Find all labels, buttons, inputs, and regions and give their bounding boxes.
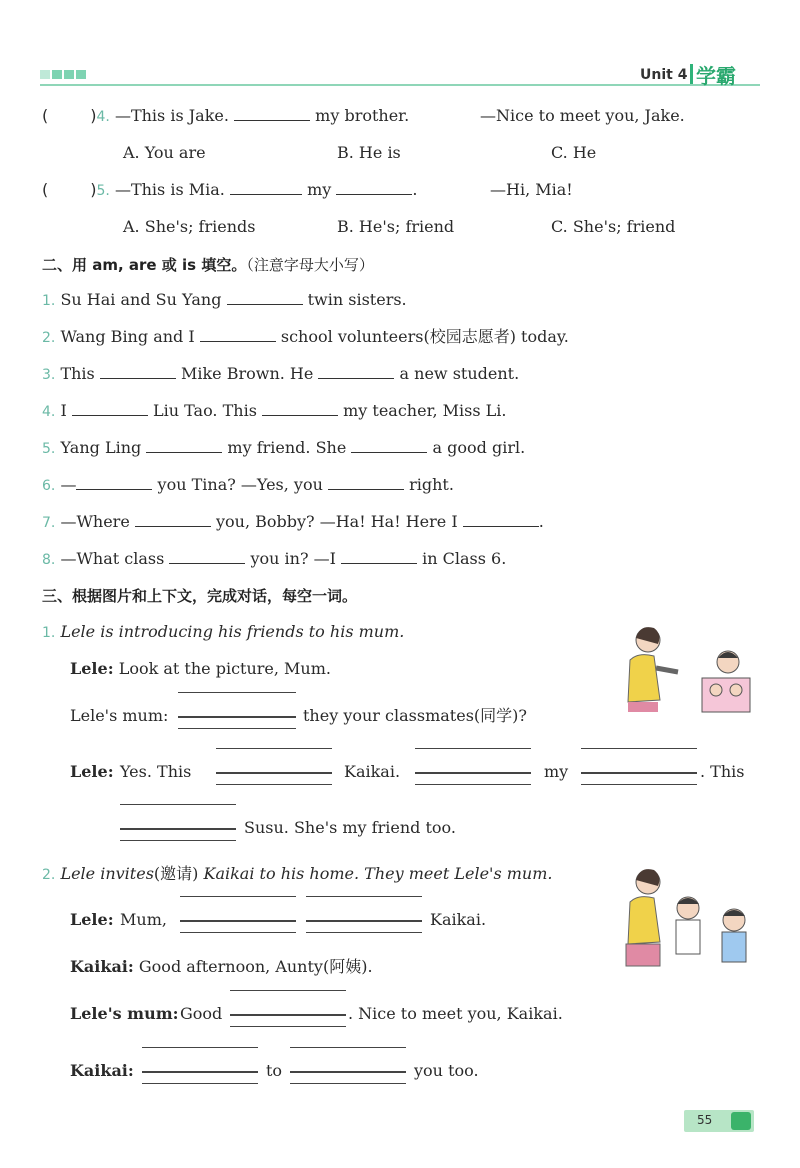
dialogue-2-line-3a: Good xyxy=(180,1004,223,1023)
unit-divider xyxy=(690,64,693,84)
option-a: A. You are xyxy=(123,143,206,162)
dialogue-2-line-1a: Mum, xyxy=(120,910,167,929)
dialogue-1-line-3d: . This xyxy=(700,762,745,781)
dialogue-1-line-3b: Kaikai. xyxy=(344,762,401,781)
answer-blank[interactable] xyxy=(230,180,302,195)
dialogue-2-line-4b: you too. xyxy=(414,1061,479,1080)
page-number-badge xyxy=(684,1110,754,1132)
answer-blank[interactable] xyxy=(135,512,211,527)
dialogue-2-speaker-lele: Lele: xyxy=(70,910,114,929)
answer-blank[interactable] xyxy=(169,549,245,564)
fill-item-8: 8. —What class you in? —I in Class 6. xyxy=(42,549,507,568)
section-2-title: 二、用 am, are 或 is 填空。（注意字母大小写） xyxy=(42,256,374,274)
question-4-response: —Nice to meet you, Jake. xyxy=(480,106,685,125)
mum-meets-kaikai-illustration xyxy=(612,862,762,972)
option-b: B. He is xyxy=(337,143,401,162)
option-a: A. She's; friends xyxy=(123,217,256,236)
question-5: ( )5. —This is Mia. my . xyxy=(42,180,418,199)
answer-blank[interactable] xyxy=(100,364,176,379)
brand-logo: 学霸 xyxy=(696,64,736,88)
header-decoration xyxy=(40,70,86,79)
dialogue-1-line-3c: my xyxy=(544,762,569,781)
fill-item-1: 1. Su Hai and Su Yang twin sisters. xyxy=(42,290,407,309)
mum-with-photo-illustration xyxy=(610,620,760,715)
dialogue-2-line-4a: to xyxy=(266,1061,283,1080)
answer-blank[interactable] xyxy=(318,364,394,379)
dialogue-1-speaker-mum: Lele's mum: xyxy=(70,706,169,725)
question-5-response: —Hi, Mia! xyxy=(490,180,573,199)
answer-blank[interactable] xyxy=(328,475,404,490)
fill-item-7: 7. —Where you, Bobby? —Ha! Ha! Here I . xyxy=(42,512,544,531)
unit-label: Unit 4 xyxy=(640,67,688,83)
option-c: C. She's; friend xyxy=(551,217,676,236)
dialogue-1-line-2: they your classmates(同学)? xyxy=(303,706,527,725)
answer-blank[interactable] xyxy=(72,401,148,416)
fill-item-6: 6. — you Tina? —Yes, you right. xyxy=(42,475,454,494)
fill-item-3: 3. This Mike Brown. He a new student. xyxy=(42,364,520,383)
answer-blank[interactable] xyxy=(234,106,310,121)
dialogue-1-speaker-lele: Lele: xyxy=(70,762,114,781)
answer-blank[interactable] xyxy=(336,180,412,195)
answer-blank[interactable] xyxy=(262,401,338,416)
answer-blank[interactable] xyxy=(463,512,539,527)
answer-blank[interactable] xyxy=(227,290,303,305)
question-number: 4. xyxy=(96,109,110,125)
answer-blank[interactable] xyxy=(146,438,222,453)
dialogue-2-line-1b: Kaikai. xyxy=(430,910,487,929)
dialogue-2-line-3b: . Nice to meet you, Kaikai. xyxy=(348,1004,563,1023)
answer-blank[interactable] xyxy=(200,327,276,342)
answer-blank[interactable] xyxy=(341,549,417,564)
pencil-icon xyxy=(731,1112,751,1130)
question-4: ( )4. —This is Jake. my brother. xyxy=(42,106,410,125)
dialogue-2-intro: 2. Lele invites(邀请) Kaikai to his home. They meet Lele's mum. xyxy=(42,864,553,883)
dialogue-1-line-1: Lele: Look at the picture, Mum. xyxy=(70,659,331,678)
option-c: C. He xyxy=(551,143,597,162)
header-rule xyxy=(40,84,760,86)
dialogue-2-speaker-mum: Lele's mum: xyxy=(70,1004,179,1023)
dialogue-1-intro: 1. Lele is introducing his friends to his mum. xyxy=(42,622,405,641)
answer-blank[interactable] xyxy=(351,438,427,453)
question-number: 5. xyxy=(96,183,110,199)
fill-item-5: 5. Yang Ling my friend. She a good girl. xyxy=(42,438,526,457)
fill-item-4: 4. I Liu Tao. This my teacher, Miss Li. xyxy=(42,401,507,420)
dialogue-1-line-4: Susu. She's my friend too. xyxy=(244,818,456,837)
answer-blank[interactable] xyxy=(76,475,152,490)
page-number: 55 xyxy=(697,1113,713,1127)
dialogue-2-line-2: Kaikai: Good afternoon, Aunty(阿姨). xyxy=(70,957,373,976)
fill-item-2: 2. Wang Bing and I school volunteers(校园志愿者) today. xyxy=(42,327,569,346)
option-b: B. He's; friend xyxy=(337,217,455,236)
dialogue-1-line-3a: Yes. This xyxy=(120,762,192,781)
section-3-title: 三、根据图片和上下文，完成对话，每空一词。 xyxy=(42,587,358,605)
dialogue-2-speaker-kaikai: Kaikai: xyxy=(70,1061,134,1080)
